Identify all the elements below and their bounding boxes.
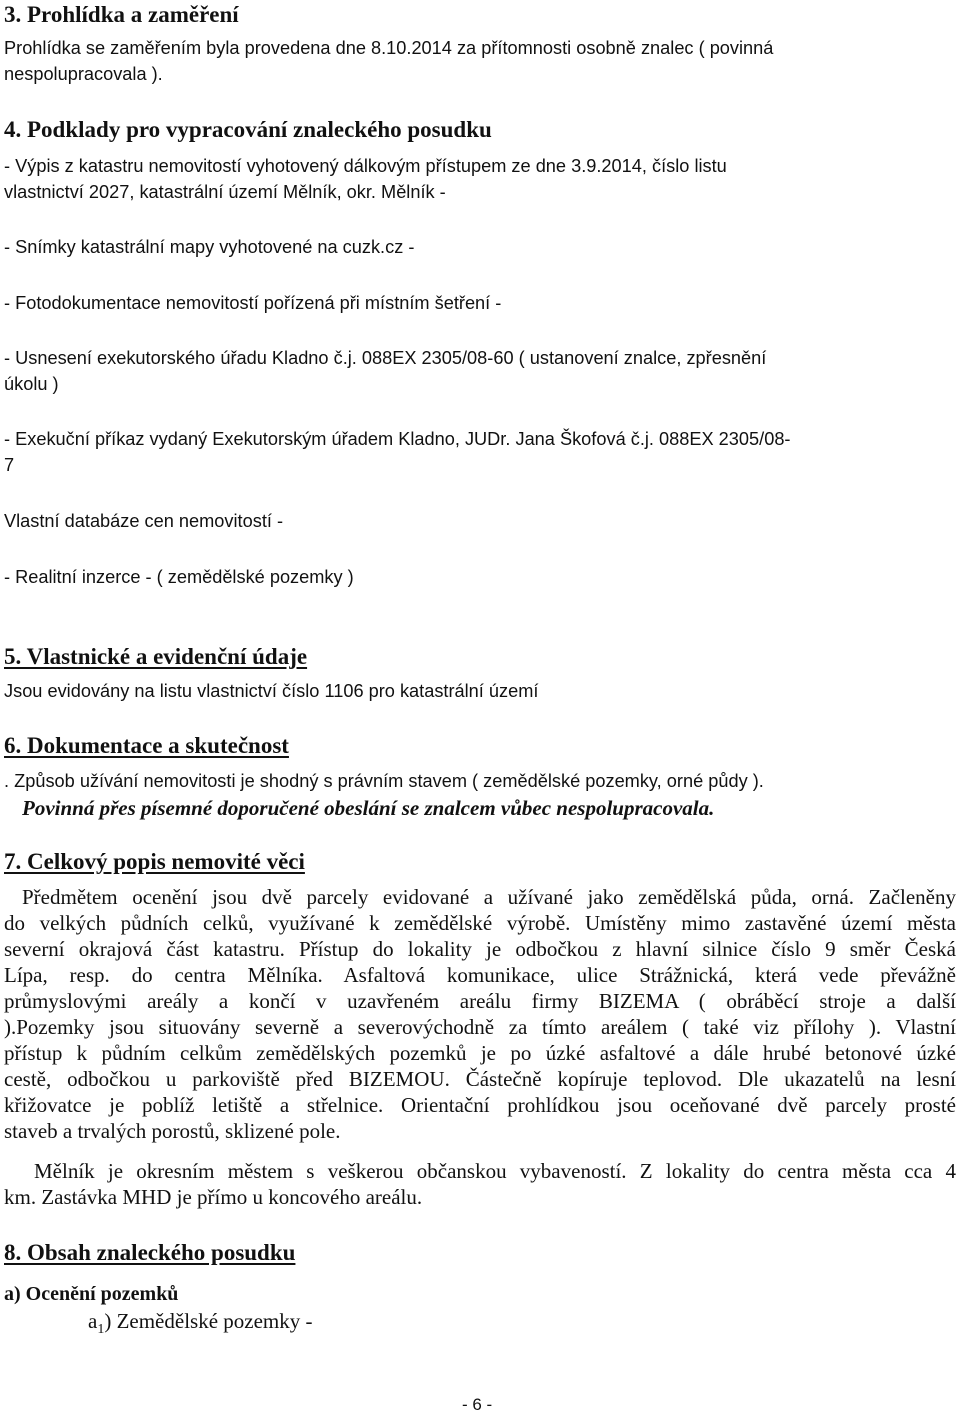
section-6-line-1: . Způsob užívání nemovitosti je shodný s právním stavem ( zemědělské pozemky, orné půdy ). <box>4 771 764 791</box>
p2-line-2: km. Zastávka MHD je přímo u koncového areálu. <box>4 1185 423 1209</box>
a1-prefix: a <box>88 1309 98 1333</box>
source-item-7: - Realitní inzerce - ( zemědělské pozemky ) <box>4 567 354 587</box>
source-item-2: - Snímky katastrální mapy vyhotovené na cuzk.cz - <box>4 237 415 257</box>
source-item-6: Vlastní databáze cen nemovitostí - <box>4 511 284 531</box>
p1-line-7: přístup k půdním celkům zemědělských pozemků je po úzké asfaltové a dále hrubé betonové úzké <box>4 1041 956 1065</box>
section-8-heading: 8. Obsah znaleckého posudku <box>4 1240 296 1265</box>
section-3-heading: 3. Prohlídka a zaměření <box>4 2 239 27</box>
source-item-5-line-2: 7 <box>4 455 15 475</box>
section-5-text: Jsou evidovány na listu vlastnictví číslo 1106 pro katastrální území <box>4 681 539 701</box>
section-7-heading: 7. Celkový popis nemovité věci <box>4 849 305 874</box>
source-item-1-line-1: - Výpis z katastru nemovitostí vyhotovený dálkovým přístupem ze dne 3.9.2014, číslo listu <box>4 156 727 176</box>
p1-line-2: do velkých půdních celků, využívané k zemědělské výrobě. Umístěny mimo zastavěné území města <box>4 911 956 935</box>
source-item-5-line-1: - Exekuční příkaz vydaný Exekutorským úřadem Kladno, JUDr. Jana Škofová č.j. 088EX 2305/08- <box>4 429 791 449</box>
section-3-line-2: nespolupracovala ). <box>4 64 163 84</box>
a1-subscript: 1 <box>97 1322 105 1338</box>
section-4-heading: 4. Podklady pro vypracování znaleckého posudku <box>4 117 492 142</box>
source-item-3: - Fotodokumentace nemovitostí pořízená při místním šetření - <box>4 293 502 313</box>
section-7-paragraph-2 <box>4 1158 956 1210</box>
p1-line-9: křižovatce je poblíž letiště a střelnice. Orientační prohlídkou jsou oceňované dvě parcely prosté <box>4 1093 956 1117</box>
p1-line-3: severní okrajová část katastru. Přístup do lokality je odbočkou z hlavní silnice číslo 9 směr Česká <box>4 937 956 961</box>
p1-line-10: staveb a trvalých porostů, sklizené pole. <box>4 1119 341 1143</box>
p1-line-1: Předmětem ocenění jsou dvě parcely evidované a užívané jako zemědělská půda, orná. Začleněny <box>22 885 956 909</box>
source-item-1-line-2: vlastnictví 2027, katastrální území Mělník, okr. Mělník - <box>4 182 446 202</box>
section-6-line-2: Povinná přes písemné doporučené obeslání se znalcem vůbec nespolupracovala. <box>22 796 715 820</box>
subsection-a1-heading <box>88 1308 313 1343</box>
p2-line-1: Mělník je okresním městem s veškerou občanskou vybaveností. Z lokality do centra města cca 4 <box>34 1159 956 1183</box>
subsection-a-heading: a) Ocenění pozemků <box>4 1283 179 1305</box>
p1-line-4: Lípa, resp. do centra Mělníka. Asfaltová komunikace, ulice Strážnická, která vede převážně <box>4 963 956 987</box>
source-item-4-line-1: - Usnesení exekutorského úřadu Kladno č.j. 088EX 2305/08-60 ( ustanovení znalce, zpřesnění <box>4 348 767 368</box>
section-5-heading: 5. Vlastnické a evidenční údaje <box>4 644 308 669</box>
p1-line-5: průmyslovými areály a končí v uzavřeném areálu firmy BIZEMA ( obráběcí stroje a další <box>4 989 956 1013</box>
source-item-4-line-2: úkolu ) <box>4 374 59 394</box>
page-number: - 6 - <box>462 1395 493 1414</box>
section-7-paragraph-1 <box>4 884 956 1144</box>
section-3-line-1: Prohlídka se zaměřením byla provedena dne 8.10.2014 za přítomnosti osobně znalec ( povinná <box>4 38 774 58</box>
p1-line-6: ).Pozemky jsou situovány severně a severovýchodně za tímto areálem ( také viz přílohy ). Vlastní <box>4 1015 956 1039</box>
p1-line-8: cestě, odbočkou u parkoviště před BIZEMOU. Částečně kopíruje teplovod. Dle ukazatelů na lesní <box>4 1067 956 1091</box>
section-6-heading: 6. Dokumentace a skutečnost <box>4 733 289 758</box>
a1-text: ) Zemědělské pozemky - <box>104 1309 313 1333</box>
